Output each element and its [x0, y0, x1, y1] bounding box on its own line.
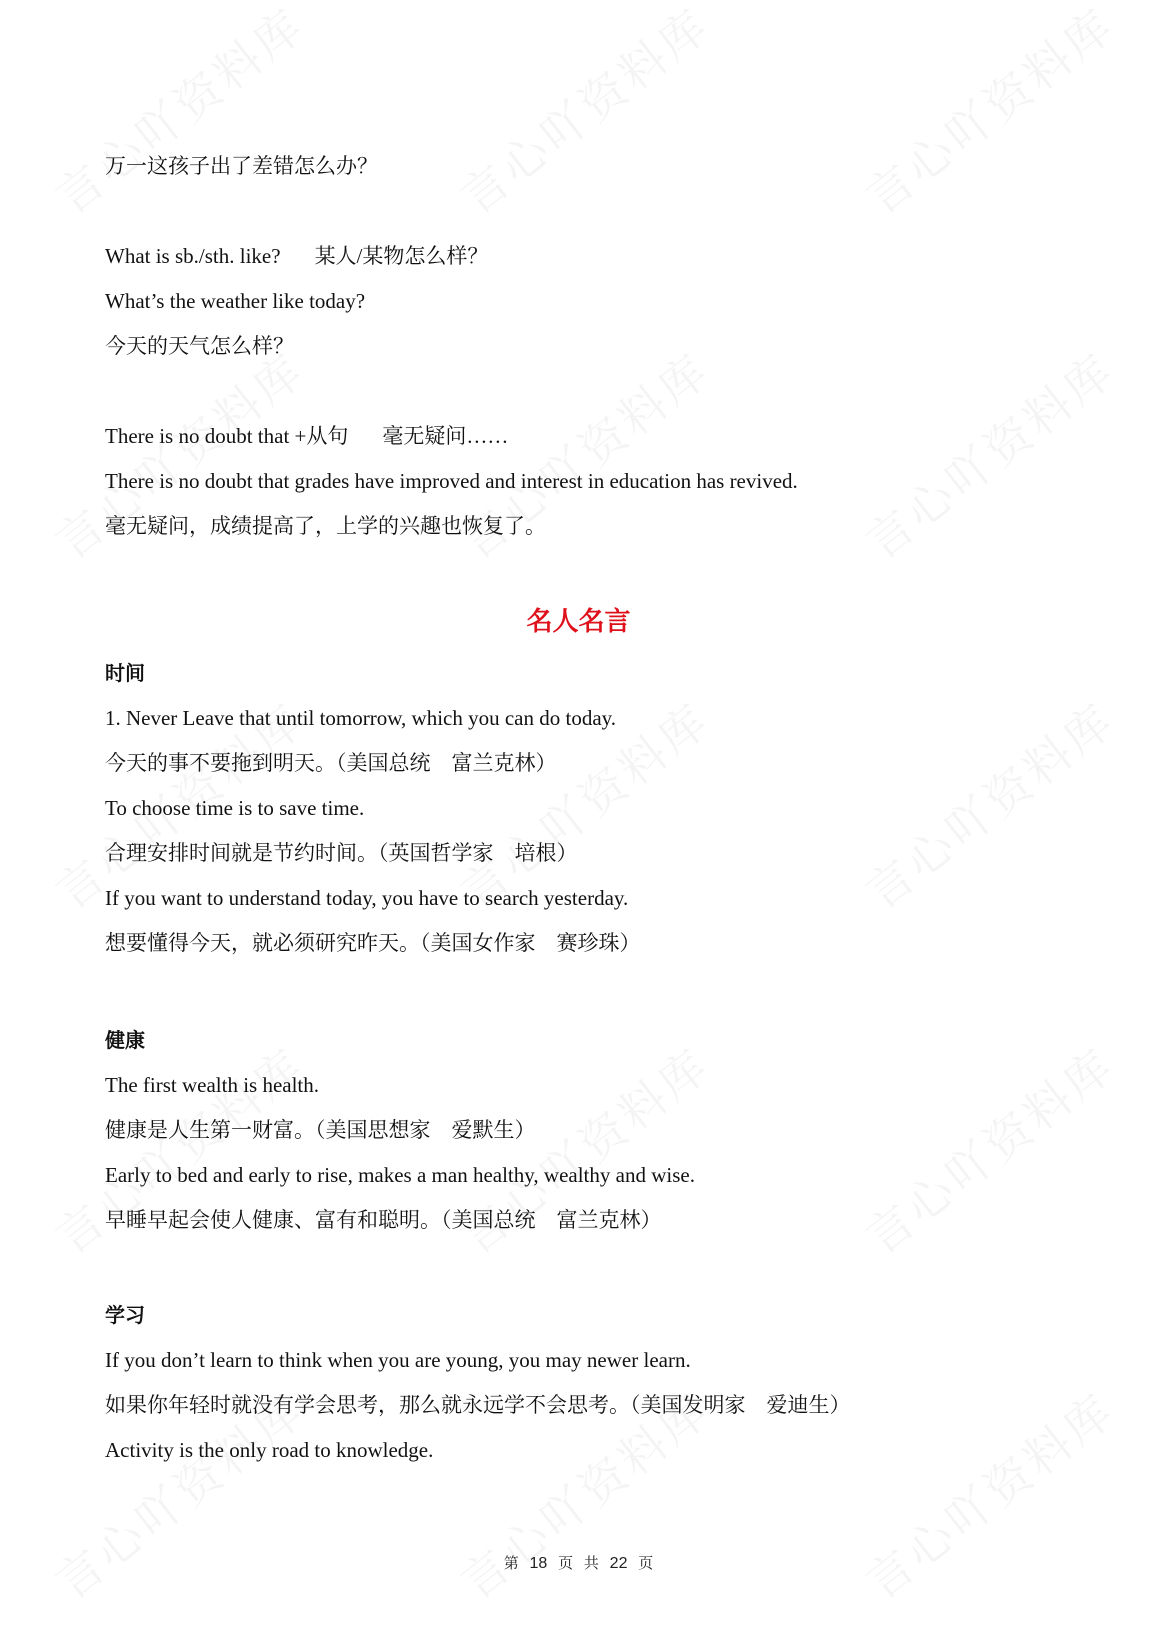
footer-prefix: 第 [503, 1554, 519, 1572]
section-heading-study: 学习 [105, 1303, 145, 1327]
watermark [850, 1030, 1127, 1267]
quote-zh: 早睡早起会使人健康、富有和聪明。（美国总统 富兰克林） [105, 1208, 662, 1232]
phrase-en: There is no doubt that +从句 [105, 424, 349, 448]
quote-en: Activity is the only road to knowledge. [105, 1438, 434, 1462]
phrase-zh: 毫无疑问…… [382, 424, 509, 448]
footer-suffix: 页 [638, 1554, 654, 1572]
watermark [850, 0, 1127, 227]
quote-en: If you don’t learn to think when you are young, you may newer learn. [105, 1348, 691, 1372]
quote-zh: 健康是人生第一财富。（美国思想家 爱默生） [105, 1118, 536, 1142]
text-line: 万一这孩子出了差错怎么办？ [105, 154, 378, 178]
footer-middle: 页 共 [558, 1554, 599, 1572]
phrase-line [105, 243, 488, 269]
section-heading-health: 健康 [105, 1028, 145, 1052]
quote-zh: 合理安排时间就是节约时间。（英国哲学家 培根） [105, 841, 578, 865]
text-line: 今天的天气怎么样？ [105, 334, 294, 358]
quote-en: Early to bed and early to rise, makes a man healthy, wealthy and wise. [105, 1163, 695, 1187]
text-line: There is no doubt that grades have improved and interest in education has revived. [105, 469, 798, 493]
total-pages-number: 22 [609, 1555, 628, 1572]
phrase-en: What is sb./sth. like? [105, 244, 281, 268]
quote-en: 1. Never Leave that until tomorrow, which you can do today. [105, 706, 617, 730]
watermark [850, 335, 1127, 572]
quote-zh: 如果你年轻时就没有学会思考，那么就永远学不会思考。（美国发明家 爱迪生） [105, 1393, 851, 1417]
watermark [850, 685, 1127, 922]
quote-en: To choose time is to save time. [105, 796, 365, 820]
quote-en: If you want to understand today, you have to search yesterday. [105, 886, 629, 910]
phrase-line [105, 423, 508, 449]
section-heading-time: 时间 [105, 661, 145, 685]
quote-zh: 想要懂得今天，就必须研究昨天。（美国女作家 赛珍珠） [105, 931, 641, 955]
section-title: 名人名言 [526, 607, 631, 637]
page-footer [0, 1552, 1157, 1573]
text-line: What’s the weather like today? [105, 289, 366, 313]
text-line: 毫无疑问，成绩提高了，上学的兴趣也恢复了。 [105, 514, 546, 538]
watermark [850, 1375, 1127, 1612]
quote-en: The first wealth is health. [105, 1073, 320, 1097]
current-page-number: 18 [529, 1555, 548, 1572]
quote-zh: 今天的事不要拖到明天。（美国总统 富兰克林） [105, 751, 557, 775]
phrase-zh: 某人/某物怎么样？ [314, 244, 489, 268]
watermark [445, 0, 722, 227]
watermark [40, 0, 317, 227]
